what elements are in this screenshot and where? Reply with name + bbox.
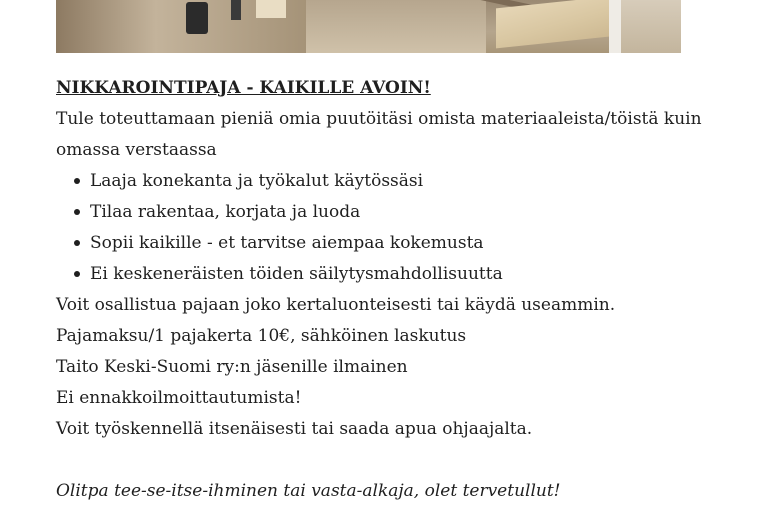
list-item: [90, 197, 746, 228]
intro-text-continued: omassa verstaassa: [56, 140, 217, 160]
workbench-surface: [306, 0, 486, 53]
feature-list: [56, 166, 746, 290]
list-item-text: Ei keskeneräisten töiden säilytysmahdollisuutta: [90, 264, 503, 284]
list-item-text: Sopii kaikille - et tarvitse aiempaa kokemusta: [90, 233, 484, 253]
bullet-icon: [74, 178, 80, 184]
post-heading: NIKKAROINTIPAJA - KAIKILLE AVOIN!: [56, 78, 431, 98]
spacer: [56, 445, 746, 476]
guidance-info: Voit työskennellä itsenäisesti tai saada apua ohjaajalta.: [56, 419, 533, 439]
post-content: [56, 73, 746, 507]
list-item-text: Laaja konekanta ja työkalut käytössäsi: [90, 171, 424, 191]
fee-info: Pajamaksu/1 pajakerta 10€, sähköinen laskutus: [56, 326, 467, 346]
list-item: [90, 228, 746, 259]
bullet-icon: [74, 240, 80, 246]
background-gap: [609, 0, 621, 53]
registration-info: Ei ennakkoilmoittautumista!: [56, 388, 302, 408]
workbench-right: [621, 0, 681, 53]
clamp-handle: [231, 0, 241, 20]
clamp: [186, 2, 208, 34]
intro-text: Tule toteuttamaan pieniä omia puutöitäsi omista materiaaleista/töistä kuin: [56, 109, 702, 129]
list-item: [90, 259, 746, 290]
list-item-text: Tilaa rakentaa, korjata ja luoda: [90, 202, 361, 222]
bullet-icon: [74, 209, 80, 215]
list-item: [90, 166, 746, 197]
workshop-photo: [56, 0, 681, 53]
participation-info: Voit osallistua pajaan joko kertaluonteisesti tai käydä useammin.: [56, 295, 616, 315]
member-info: Taito Keski-Suomi ry:n jäsenille ilmainen: [56, 357, 408, 377]
wood-block: [256, 0, 286, 18]
closing-text: Olitpa tee-se-itse-ihminen tai vasta-alkaja, olet tervetullut!: [56, 481, 561, 501]
bullet-icon: [74, 271, 80, 277]
